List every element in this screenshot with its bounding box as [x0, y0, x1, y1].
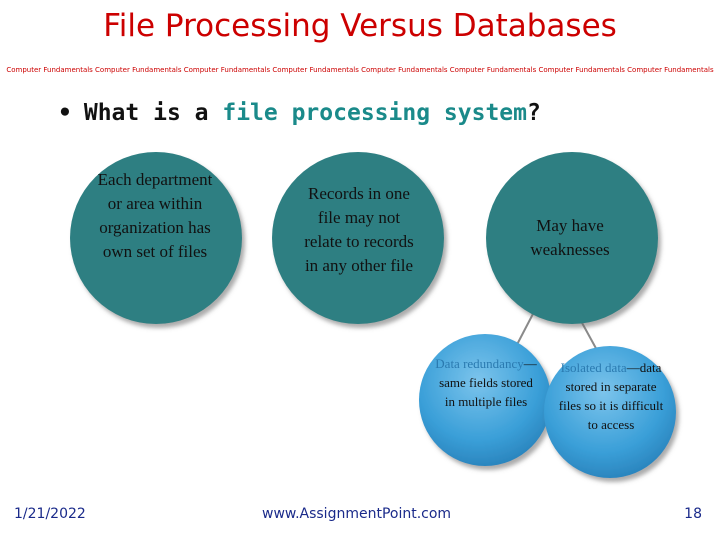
circle-isolated-data-text [554, 358, 668, 434]
footer-date: 1/21/2022 [14, 506, 86, 522]
circle-weaknesses-text: May have weaknesses [530, 216, 610, 259]
bullet-highlight: file processing system [222, 100, 527, 126]
isolated-data-lead: Isolated data [560, 360, 627, 375]
circle-records-text: Records in one file may not relate to records in any other file [304, 184, 414, 275]
slide-title: File Processing Versus Databases [103, 8, 617, 44]
footer-page-number: 18 [684, 506, 702, 522]
circle-data-redundancy-text [434, 354, 538, 411]
isolated-data-rest: —data stored in separate files so it is difficult to access [558, 360, 664, 432]
data-redundancy-lead: Data redundancy [435, 356, 524, 371]
bullet-suffix: ? [526, 100, 541, 126]
bullet-prefix: What is a [83, 100, 223, 126]
slide-subtitle: Computer Fundamentals Computer Fundamentals Computer Fundamentals Computer Fundamentals Computer Fundamentals Computer Fundamentals Computer Fundamentals Computer Fundamentals [6, 66, 714, 74]
footer-url[interactable]: www.AssignmentPoint.com [262, 506, 452, 522]
data-redundancy-rest: —same fields stored in multiple files [439, 356, 537, 409]
circle-departments-text: Each department or area within organization has own set of files [97, 170, 213, 261]
bullet-dot-icon: • [58, 100, 72, 126]
